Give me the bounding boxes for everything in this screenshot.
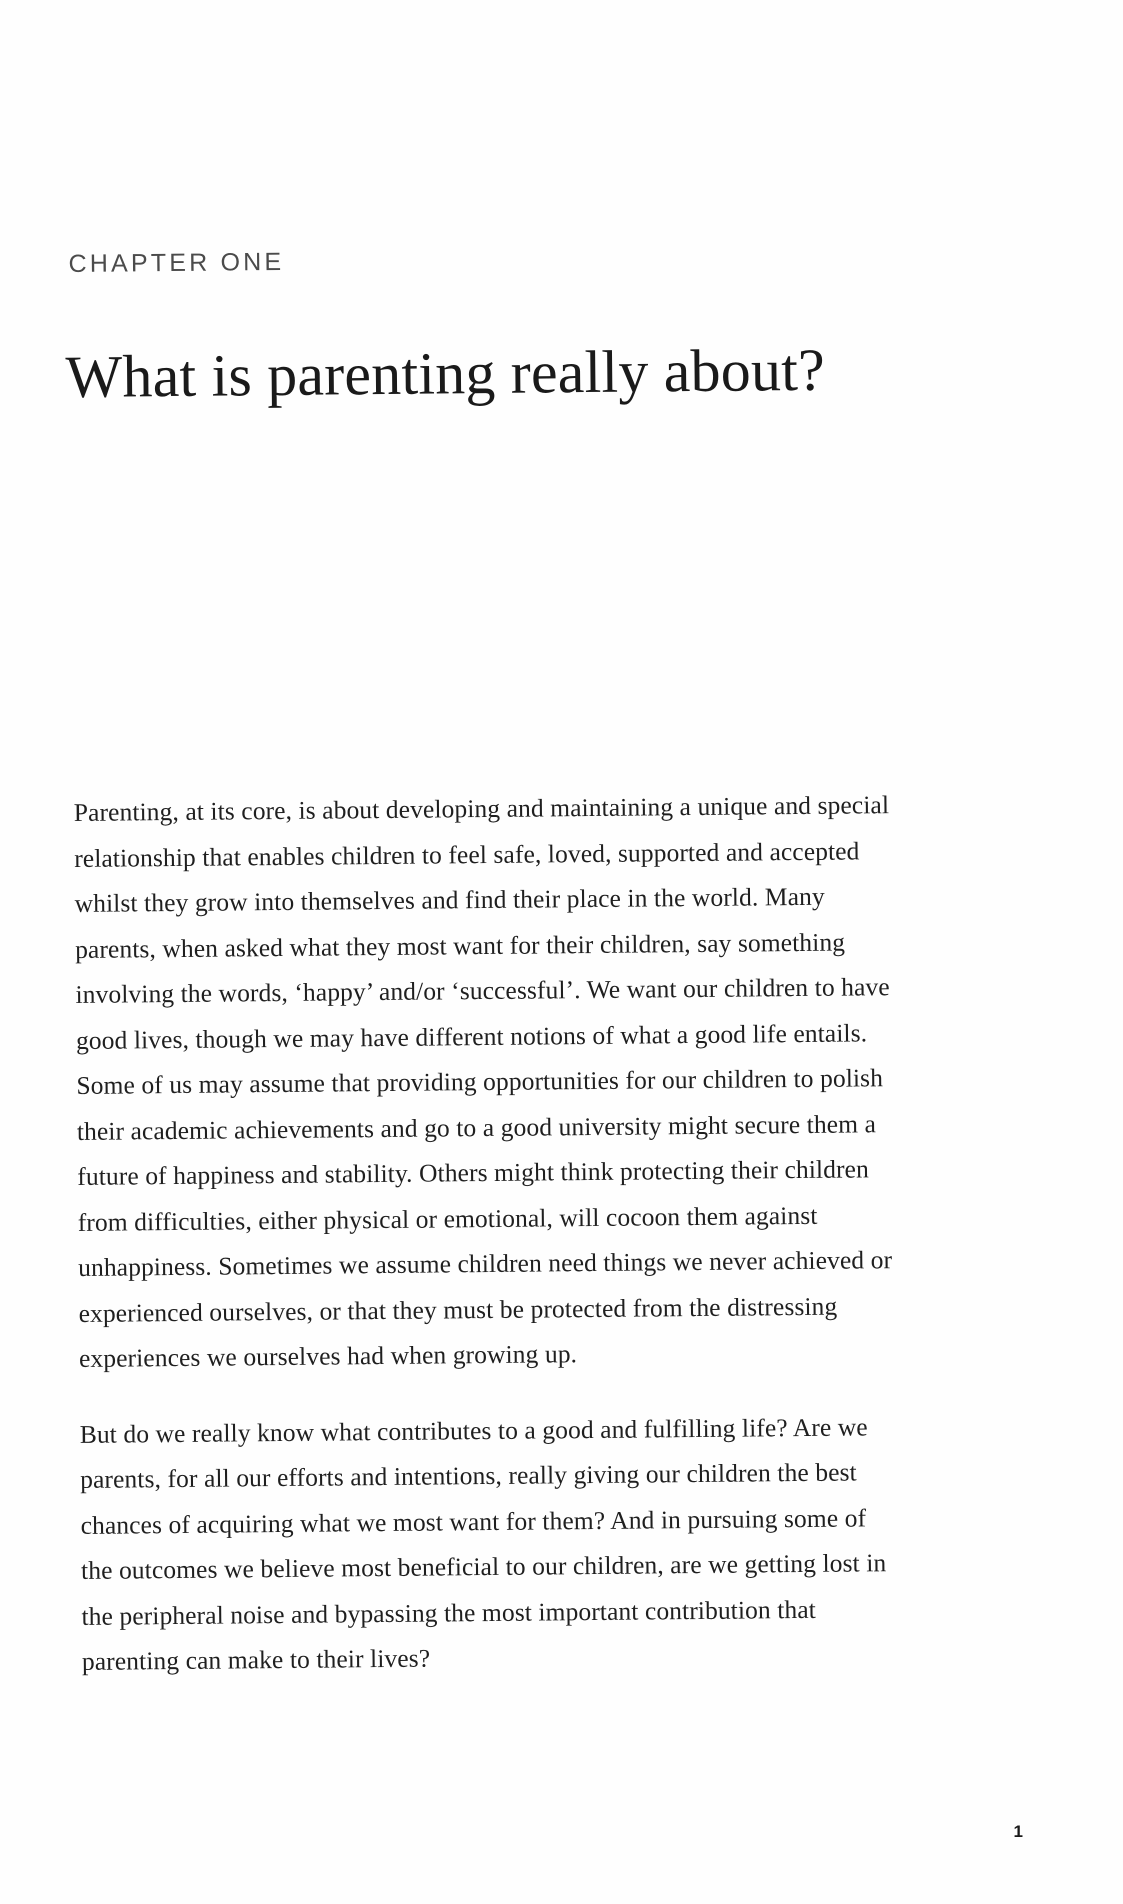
paragraph: Parenting, at its core, is about developing and maintaining a unique and special relationship that enables children to feel safe, loved, supported and accepted whilst they grow into themselves and find their place in the world. Many parents, when asked what they most want for their children, say something involving the words, ‘happy’ and/or ‘successful’. We want our children to have good lives, though we may have different notions of what a good life entails. Some of us may assume that providing opportunities for our children to polish their academic achievements and go to a good university might secure them a future of happiness and stability. Others might think protecting their children from difficulties, either physical or emotional, will cocoon them against unhappiness. Sometimes we assume children need things we never achieved or experienced ourselves, or that they must be protected from the distressing experiences we ourselves had when growing up. bbox=[73, 790, 893, 1373]
page-number: 1 bbox=[1013, 1822, 1023, 1841]
body-text bbox=[74, 782, 903, 1714]
page-content bbox=[66, 0, 1006, 1904]
page-title: What is parenting really about? bbox=[65, 336, 826, 411]
chapter-label: CHAPTER ONE bbox=[68, 247, 285, 278]
paragraph: But do we really know what contributes to a good and fulfilling life? Are we parents, for all our efforts and intentions, really giving our children the best chances of acquiring what we most want for them? And in pursuing some of the outcomes we believe most beneficial to our children, are we getting lost in the peripheral noise and bypassing the most important contribution that parenting can make to their lives? bbox=[79, 1411, 887, 1676]
